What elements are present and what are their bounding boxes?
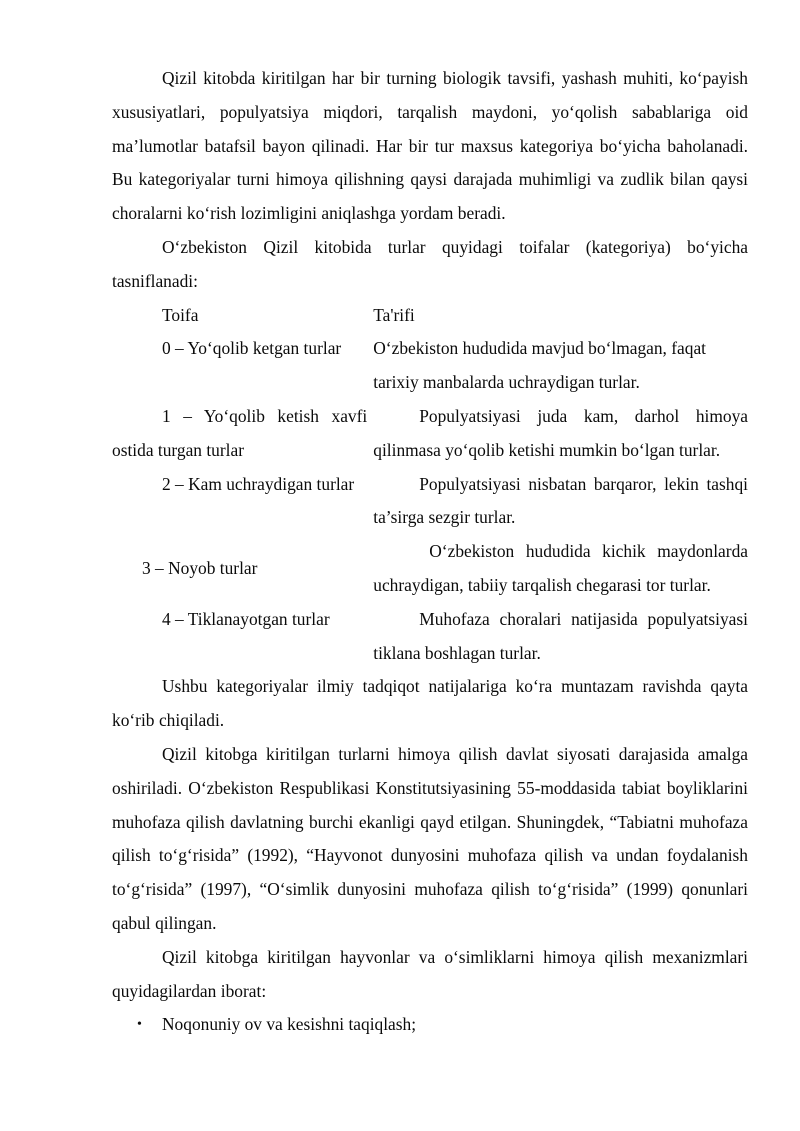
table-header-definition: Ta'rifi <box>373 304 415 325</box>
table-row <box>112 535 748 603</box>
table-row <box>112 332 748 400</box>
list-item <box>112 1008 748 1042</box>
category-label-2: 2 – Kam uchraydigan turlar <box>162 473 355 494</box>
category-definition-3: O‘zbekiston hududida kichik maydonlarda uchraydigan, tabiiy tarqalish chegarasi tor turlar. <box>373 541 748 595</box>
category-definition-4: Muhofaza choralari natijasida populyatsiyasi tiklana boshlagan turlar. <box>373 608 748 663</box>
category-label-3: 3 – Noyob turlar <box>142 558 258 579</box>
mechanisms-list <box>112 1008 748 1042</box>
table-header-row <box>112 299 748 333</box>
paragraph-mechanisms-lead: Qizil kitobga kiritilgan hayvonlar va o‘simliklarni himoya qilish mexanizmlari quyidagilardan iborat: <box>112 946 748 1001</box>
table-row <box>112 400 748 468</box>
paragraph-classification-lead: O‘zbekiston Qizil kitobida turlar quyidagi toifalar (kategoriya) bo‘yicha tasniflanadi: <box>112 236 748 291</box>
category-label-0: 0 – Yo‘qolib ketgan turlar <box>162 338 342 359</box>
category-definition-2: Populyatsiyasi nisbatan barqaror, lekin tashqi ta’sirga sezgir turlar. <box>373 473 748 528</box>
category-label-4: 4 – Tiklanayotgan turlar <box>162 608 330 629</box>
paragraph-intro: Qizil kitobda kiritilgan har bir turning biologik tavsifi, yashash muhiti, ko‘payish xususiyatlari, populyatsiya miqdori, tarqalish maydoni, yo‘qolish sabablariga oid ma’lumotlar batafsil bayon qilinadi. Har bir tur maxsus kategoriya bo‘yicha baholanadi. Bu kategoriyalar turni himoya qilishning qaysi darajada muhimligi va zudlik bilan qaysi choralarni ko‘rish lozimligini aniqlashga yordam beradi. <box>112 68 748 224</box>
table-header-category: Toifa <box>162 304 199 325</box>
document-text-column <box>112 62 748 1042</box>
table-row <box>112 468 748 536</box>
paragraph-state-policy: Qizil kitobga kiritilgan turlarni himoya qilish davlat siyosati darajasida amalga oshiriladi. O‘zbekiston Respublikasi Konstitutsiyasining 55-moddasida tabiat boyliklarini muhofaza qilish davlatning burchi ekanligi qayd etilgan. Shuningdek, “Tabiatni muhofaza qilish to‘g‘risida” (1992), “Hayvonot dunyosini muhofaza qilish va undan foydalanish to‘g‘risida” (1997), “O‘simlik dunyosini muhofaza qilish to‘g‘risida” (1999) qonunlari qabul qilingan. <box>112 743 748 933</box>
paragraph-review-note: Ushbu kategoriyalar ilmiy tadqiqot natijalariga ko‘ra muntazam ravishda qayta ko‘rib chiqiladi. <box>112 676 748 731</box>
bullet-dot-icon: • <box>137 1017 142 1033</box>
table-row <box>112 603 748 671</box>
category-definition-0: O‘zbekiston hududida mavjud bo‘lmagan, faqat tarixiy manbalarda uchraydigan turlar. <box>373 338 706 393</box>
list-item-label: Noqonuniy ov va kesishni taqiqlash; <box>162 1014 417 1035</box>
category-definition-table <box>112 299 748 671</box>
category-definition-1: Populyatsiyasi juda kam, darhol himoya qilinmasa yo‘qolib ketishi mumkin bo‘lgan turlar. <box>373 405 748 460</box>
category-label-1: 1 – Yo‘qolib ketish xavfi ostida turgan turlar <box>112 405 368 460</box>
